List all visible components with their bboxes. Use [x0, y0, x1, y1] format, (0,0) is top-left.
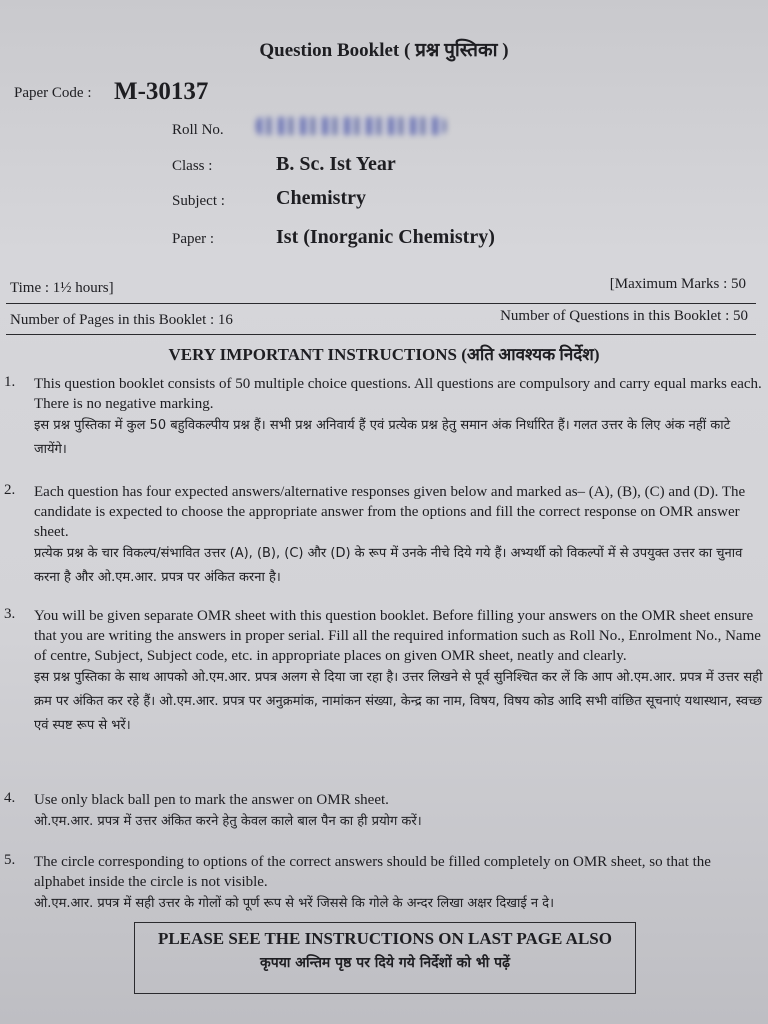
- instructions-heading: VERY IMPORTANT INSTRUCTIONS (अति आवश्यक निर्देश): [168, 345, 600, 364]
- paper-label: Paper :: [172, 231, 215, 247]
- class-label: Class :: [172, 158, 213, 174]
- instruction-hindi: इस प्रश्न पुस्तिका में कुल 50 बहुविकल्पीय प्रश्न हैं। सभी प्रश्न अनिवार्य हैं एवं प्रत्येक प्रश्न हेतु समान अंक निर्धारित हैं। गलत उत्तर के लिए अंक नहीं काटे जायेंगे।: [34, 418, 731, 457]
- roll-no-redacted: [256, 117, 446, 135]
- instruction-hindi: प्रत्येक प्रश्न के चार विकल्प/संभावित उत्तर (A), (B), (C) और (D) के रूप में उनके नीचे दिये गये हैं। अभ्यर्थी को विकल्पों में से उपयुक्त उत्तर का चुनाव करना है और ओ.एम.आर. प्रपत्र पर अंकित करना है।: [34, 546, 743, 585]
- divider-bottom: [6, 334, 756, 335]
- booklet-title: Question Booklet ( प्रश्न पुस्तिका ): [259, 40, 509, 61]
- instruction-english: This question booklet consists of 50 multiple choice questions. All questions are compulsory and carry equal marks each. There is no negative marking.: [34, 376, 762, 412]
- instruction-item: [4, 790, 764, 834]
- paper-value: Ist (Inorganic Chemistry): [276, 226, 495, 248]
- instruction-hindi: ओ.एम.आर. प्रपत्र में उत्तर अंकित करने हेतु केवल काले बाल पैन का ही प्रयोग करें।: [34, 814, 422, 829]
- notice-english: PLEASE SEE THE INSTRUCTIONS ON LAST PAGE ALSO: [158, 929, 612, 948]
- instruction-hindi: ओ.एम.आर. प्रपत्र में सही उत्तर के गोलों को पूर्ण रूप से भरें जिससे कि गोले के अन्दर लिखा अक्षर दिखाई न दे।: [34, 896, 555, 911]
- instruction-english: You will be given separate OMR sheet with this question booklet. Before filling your answers on the OMR sheet ensure that you are writing the answers in proper serial. Fill all the required information such as Roll No., Enrolment No., Name of centre, Subject, Subject code, etc. in appropriate places on given OMR sheet, neatly and clearly.: [34, 608, 761, 664]
- divider-top: [6, 303, 756, 304]
- instruction-number: 1.: [4, 374, 16, 390]
- class-value: B. Sc. Ist Year: [276, 153, 396, 175]
- time-text: Time : 1½ hours]: [10, 280, 114, 296]
- instruction-english: The circle corresponding to options of the correct answers should be filled completely on OMR sheet, so that the alphabet inside the circle is not visible.: [34, 854, 711, 890]
- pages-count-text: Number of Pages in this Booklet : 16: [10, 312, 233, 328]
- questions-count-text: Number of Questions in this Booklet : 50: [500, 308, 748, 324]
- max-marks-text: [Maximum Marks : 50: [609, 276, 746, 292]
- instruction-number: 3.: [4, 606, 16, 622]
- instruction-item: [4, 852, 764, 916]
- paper-code-label: Paper Code :: [14, 85, 92, 101]
- notice-hindi: कृपया अन्तिम पृष्ठ पर दिये गये निर्देशों को भी पढ़ें: [259, 955, 510, 971]
- last-page-notice-box: [134, 922, 636, 994]
- subject-value: Chemistry: [276, 187, 366, 209]
- instruction-number: 5.: [4, 852, 16, 868]
- instruction-english: Each question has four expected answers/alternative responses given below and marked as– (A), (B), (C) and (D). The candidate is expected to choose the appropriate answer from the options and fill the correct response on OMR answer sheet.: [34, 484, 746, 540]
- instruction-english: Use only black ball pen to mark the answer on OMR sheet.: [34, 792, 389, 808]
- instruction-item: [4, 374, 764, 462]
- instruction-hindi: इस प्रश्न पुस्तिका के साथ आपको ओ.एम.आर. प्रपत्र अलग से दिया जा रहा है। उत्तर लिखने से पूर्व सुनिश्चित कर लें कि आप ओ.एम.आर. प्रपत्र में उत्तर सही क्रम पर अंकित कर रहे हैं। ओ.एम.आर. प्रपत्र पर अनुक्रमांक, नामांकन संख्या, केन्द्र का नाम, विषय, विषय कोड आदि सभी वांछित सूचनाएं यथास्थान, स्वच्छ एवं स्पष्ट रूप से भरें।: [34, 670, 763, 733]
- instruction-item: [4, 606, 764, 738]
- roll-no-label: Roll No.: [172, 122, 224, 138]
- paper-code-value: M-30137: [114, 78, 209, 105]
- instruction-number: 4.: [4, 790, 16, 806]
- instruction-item: [4, 482, 764, 590]
- subject-label: Subject :: [172, 193, 225, 209]
- instruction-number: 2.: [4, 482, 16, 498]
